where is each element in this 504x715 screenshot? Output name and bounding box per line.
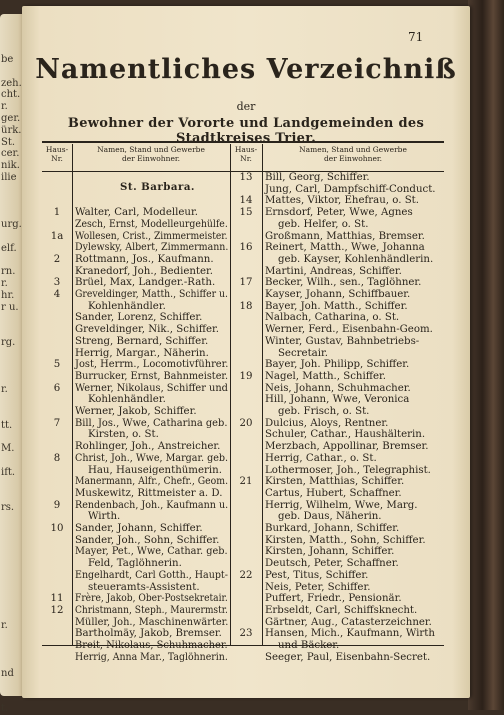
resident-entry: Merzbach, Appollinar, Bremser.: [265, 441, 429, 453]
resident-entry: Werner, Nikolaus, Schiffer und: [75, 382, 228, 394]
resident-entry: Greveldinger, Nik., Schiffer.: [75, 324, 220, 336]
resident-entry: Rottmann, Jos., Kaufmann.: [75, 253, 214, 265]
section-title: St. Barbara.: [120, 181, 195, 193]
resident-entry: Walter, Carl, Modelleur.: [75, 207, 198, 219]
resident-entry: Mayer, Pet., Wwe, Cathar. geb.: [75, 546, 228, 558]
resident-entry: Deutsch, Peter, Schaffner.: [265, 558, 399, 570]
book-spine: [468, 0, 504, 710]
left-page-fragment: cer.: [1, 148, 20, 160]
resident-entry: Breit, Nikolaus, Schuhmacher.: [75, 640, 228, 651]
left-page-fragment: M.: [1, 443, 15, 455]
resident-entry: Muskewitz, Rittmeister a. D.: [75, 487, 223, 499]
resident-entry: Burkard, Johann, Schiffer.: [265, 523, 400, 534]
resident-entry: Bayer, Joh. Matth., Schiffer.: [265, 300, 408, 312]
left-page-fragment: r.: [1, 384, 8, 396]
left-page-fragment: ilie: [1, 172, 17, 183]
left-page-fragment: rs.: [1, 502, 15, 514]
resident-entry: Brüel, Max, Landger.-Rath.: [75, 277, 216, 289]
resident-entry: Neis, Johann, Schuhmacher.: [265, 382, 411, 394]
resident-entry: steueramts-Assistent.: [75, 581, 200, 593]
resident-entry: Puffert, Friedr., Pensionär.: [265, 593, 402, 605]
left-page-fragment: r.: [1, 620, 8, 632]
resident-entry: und Bäcker.: [265, 640, 340, 651]
house-number: 19: [239, 370, 253, 382]
resident-entry: Zesch, Ernst, Modelleurgehülfe.: [75, 218, 228, 230]
resident-entry: Erbseldt, Carl, Schiffsknecht.: [265, 604, 418, 616]
resident-entry: Cartus, Hubert, Schaffner.: [265, 487, 402, 499]
house-number: 12: [50, 604, 64, 616]
resident-entry: Werner, Jakob, Schiffer.: [75, 406, 197, 417]
house-number: 2: [53, 253, 61, 265]
resident-entry: Herrig, Anna Mar., Taglöhnerin.: [75, 651, 228, 663]
page-subtitle: Bewohner der Vororte und Landgemeinden des Stadtkreises Trier.: [67, 116, 425, 146]
resident-entry: Christmann, Steph., Maurermstr.: [75, 604, 228, 616]
header-namen-right: Namen, Stand und Gewerbe der Einwohner.: [299, 145, 407, 163]
house-number: 18: [239, 300, 253, 312]
house-number: 21: [239, 476, 253, 488]
header-haus-nr-right: Haus- Nr.: [234, 145, 258, 163]
resident-entry: Kirsten, Johann, Schiffer.: [265, 546, 395, 558]
house-number: 5: [53, 359, 61, 371]
column-divider: [72, 144, 73, 645]
resident-entry: Bill, Jos., Wwe, Catharina geb.: [75, 417, 228, 429]
left-page-fragment: nik.: [1, 160, 20, 172]
resident-entry: Winter, Gustav, Bahnbetriebs-: [265, 335, 420, 347]
house-number: 10: [50, 523, 64, 534]
left-page-fragment: tt.: [1, 419, 13, 431]
house-number: 23: [239, 628, 253, 640]
resident-entry: Dulcius, Aloys, Rentner.: [265, 417, 389, 429]
resident-entry: Kayser, Johann, Schiffbauer.: [265, 289, 411, 300]
resident-entry: Martini, Andreas, Schiffer.: [265, 265, 402, 277]
resident-entry: Kohlenhändler.: [75, 394, 166, 406]
resident-entry: Schuler, Cathar., Haushälterin.: [265, 429, 426, 441]
house-number: 15: [239, 207, 253, 219]
column-divider: [262, 144, 263, 645]
resident-entry: Kranedorf, Joh., Bedienter.: [75, 265, 214, 277]
resident-entry: Herrig, Margar., Näherin.: [75, 347, 209, 359]
resident-entry: Jost, Herrm., Locomotivführer.: [75, 359, 229, 371]
resident-entry: geb. Daus, Näherin.: [265, 511, 382, 523]
title-connector: der: [236, 100, 256, 113]
left-page-fragment: elf.: [1, 242, 17, 254]
resident-entry: Manermann, Alfr., Chefr., Geom.: [75, 476, 229, 488]
left-page-fragment: cht.: [1, 89, 21, 101]
resident-entry: Frère, Jakob, Ober-Postsekretair.: [75, 593, 228, 605]
resident-entry: Kirsten, Matthias, Schiffer.: [265, 476, 405, 488]
resident-entry: Bayer, Joh. Philipp, Schiffer.: [265, 359, 410, 371]
left-page-fragment: r.: [1, 101, 8, 113]
house-number: 1: [53, 207, 61, 219]
house-number: 14: [239, 195, 253, 207]
left-page-fragment: ift.: [1, 467, 16, 478]
resident-entry: Jung, Carl, Dampfschiff-Conduct.: [265, 183, 436, 195]
resident-entry: Hau, Hauseigenthümerin.: [75, 464, 222, 476]
resident-entry: Hansen, Mich., Kaufmann, Wirth: [265, 628, 435, 640]
resident-entry: Becker, Wilh., sen., Taglöhner.: [265, 277, 422, 289]
house-number: 4: [53, 289, 61, 300]
resident-entry: Pest, Titus, Schiffer.: [265, 569, 369, 581]
resident-entry: Streng, Bernard, Schiffer.: [75, 335, 209, 347]
left-page-fragment: ger.: [1, 113, 21, 124]
header-haus-nr-left: Haus- Nr.: [45, 145, 69, 163]
resident-entry: Seeger, Paul, Eisenbahn-Secret.: [265, 651, 431, 663]
resident-entry: Rendenbach, Joh., Kaufmann u.: [75, 499, 229, 511]
house-number: 11: [50, 593, 64, 605]
left-page-fragment: St.: [1, 136, 16, 148]
resident-entry: Herrig, Cathar., o. St.: [265, 452, 377, 464]
house-number: 22: [239, 569, 253, 581]
house-number: 8: [53, 452, 61, 464]
resident-entry: Wollesen, Crist., Zimmermeister.: [75, 230, 228, 242]
resident-entry: Müller, Joh., Maschinenwärter.: [75, 616, 229, 628]
resident-entry: geb. Helfer, o. St.: [265, 218, 369, 230]
house-number: 13: [239, 172, 253, 183]
resident-entry: Lothermoser, Joh., Telegraphist.: [265, 464, 431, 476]
left-page-fragment: ürk.: [1, 124, 22, 136]
left-page-fragment: urg.: [1, 219, 22, 231]
resident-entry: Sander, Joh., Sohn, Schiffer.: [75, 534, 220, 546]
page-title: Namentliches Verzeichniß: [35, 54, 457, 85]
page-number: 71: [408, 30, 424, 44]
resident-entry: Bill, Georg, Schiffer.: [265, 172, 370, 183]
resident-entry: Feld, Taglöhnerin.: [75, 558, 182, 570]
resident-entry: Nalbach, Catharina, o. St.: [265, 312, 400, 324]
house-number: 3: [53, 277, 61, 289]
top-rule: [42, 141, 444, 143]
house-number: 6: [53, 382, 61, 394]
house-number: 16: [239, 242, 253, 254]
left-page-fragment: t.: [1, 703, 9, 714]
left-page-fragment: r u.: [1, 301, 19, 313]
resident-entry: Rohlinger, Joh., Anstreicher.: [75, 441, 221, 453]
left-page-fragment: be: [1, 54, 14, 65]
resident-entry: Bartholmäy, Jakob, Bremser.: [75, 628, 222, 640]
resident-entry: Herrig, Wilhelm, Wwe, Marg.: [265, 499, 418, 511]
resident-entry: Werner, Ferd., Eisenbahn-Geom.: [265, 324, 433, 336]
resident-entry: Großmann, Matthias, Bremser.: [265, 230, 425, 242]
resident-entry: Kirsten, o. St.: [75, 429, 159, 441]
left-page-fragment: rg.: [1, 337, 16, 349]
resident-entry: Kohlenhändler.: [75, 300, 166, 312]
house-number: 20: [239, 417, 253, 429]
left-page-fragment: nd: [1, 667, 14, 679]
resident-entry: Sander, Johann, Schiffer.: [75, 523, 203, 534]
left-page-fragment: rn.: [1, 266, 16, 278]
left-page-fragment: zeh.: [1, 77, 22, 89]
resident-entry: Hill, Johann, Wwe, Veronica: [265, 394, 410, 406]
resident-entry: Kirsten, Matth., Sohn, Schiffer.: [265, 534, 426, 546]
resident-entry: Nagel, Matth., Schiffer.: [265, 370, 387, 382]
left-page-fragment: r.: [1, 278, 8, 290]
resident-entry: Reinert, Matth., Wwe, Johanna: [265, 242, 425, 254]
header-namen-left: Namen, Stand und Gewerbe der Einwohner.: [97, 145, 205, 163]
house-number: 9: [53, 499, 61, 511]
house-number: 1a: [50, 230, 64, 242]
resident-entry: Dylewsky, Albert, Zimmermann.: [75, 242, 229, 254]
resident-entry: Gärtner, Aug., Catasterzeichner.: [265, 616, 432, 628]
directory-table: [42, 144, 444, 663]
resident-entry: Burrucker, Ernst, Bahnmeister.: [75, 370, 229, 382]
resident-entry: Christ, Joh., Wwe, Margar. geb.: [75, 452, 229, 464]
resident-entry: Secretair.: [265, 347, 328, 359]
resident-entry: geb. Frisch, o. St.: [265, 406, 370, 417]
resident-entry: Mattes, Viktor, Ehefrau, o. St.: [265, 195, 420, 207]
resident-entry: geb. Kayser, Kohlenhändlerin.: [265, 253, 434, 265]
resident-entry: Ernsdorf, Peter, Wwe, Agnes: [265, 207, 413, 219]
resident-entry: Wirth.: [75, 511, 121, 523]
resident-entry: Greveldinger, Matth., Schiffer u.: [75, 289, 228, 300]
house-number: 7: [53, 417, 61, 429]
resident-entry: Neis, Peter, Schiffer.: [265, 581, 371, 593]
resident-entry: Sander, Lorenz, Schiffer.: [75, 312, 203, 324]
resident-entry: Engelhardt, Carl Gotth., Haupt-: [75, 569, 228, 581]
left-page-fragment: hr.: [1, 290, 15, 301]
house-number: 17: [239, 277, 253, 289]
